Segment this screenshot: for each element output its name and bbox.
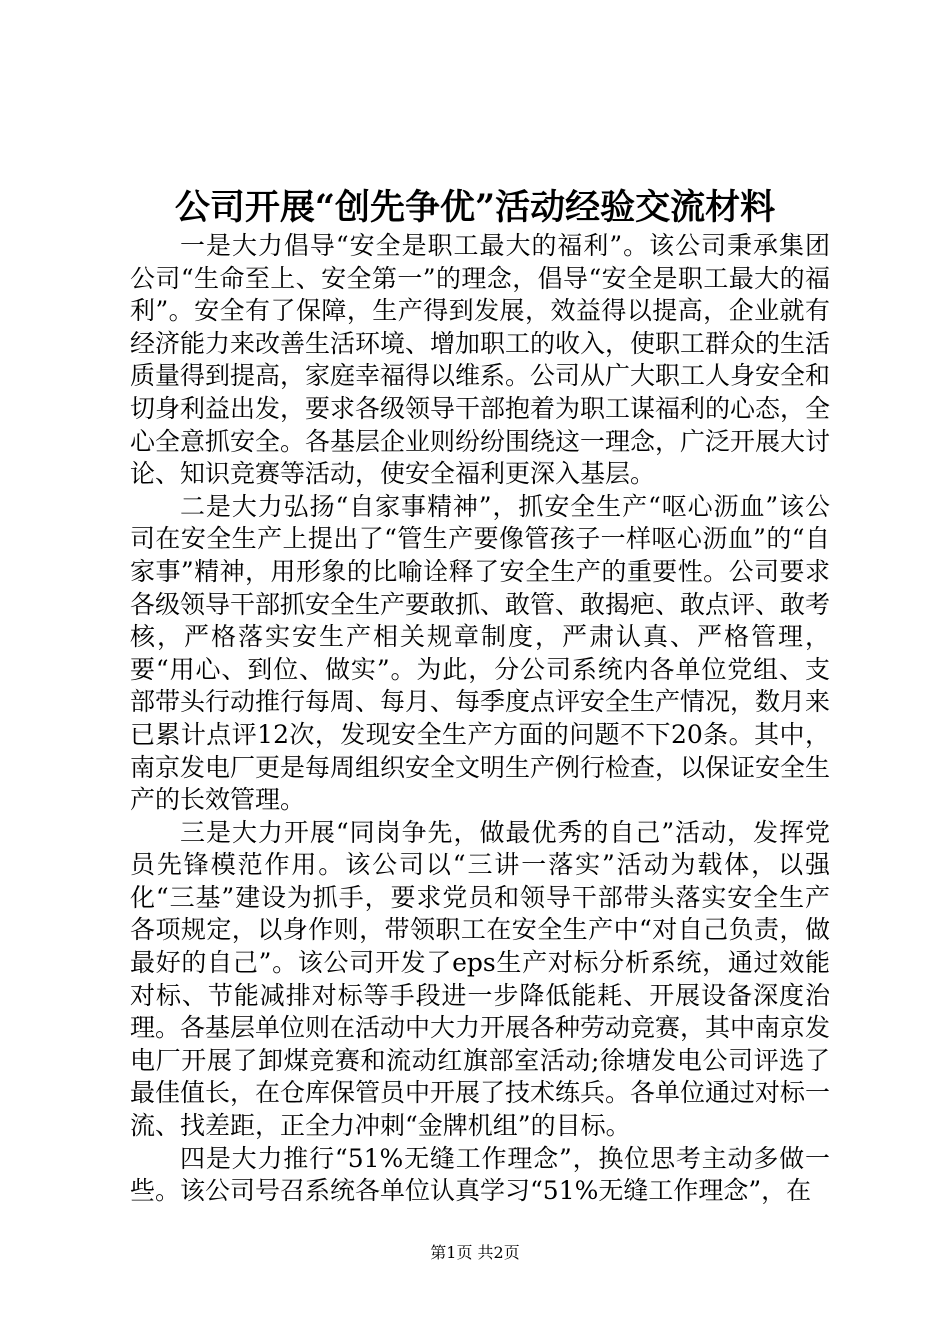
paragraph-2: 二是大力弘扬“自家事精神”，抓安全生产“呕心沥血”该公司在安全生产上提出了“管生产要像管孩子一样呕心沥血”的“自家事”精神，用形象的比喻诠释了安全生产的重要性。公司要求各级领导干部抓安全生产要敢抓、敢管、敢揭疤、敢点评、敢考核，严格落实安生产相关规章制度，严肃认真、严格管理，要“用心、到位、做实”。为此，分公司系统内各单位党组、支部带头行动推行每周、每月、每季度点评安全生产情况，数月来已累计点评12次，发现安全生产方面的问题不下20条。其中，南京发电厂更是每周组织安全文明生产例行检查，以保证安全生产的长效管理。 [130,491,831,815]
page-number-footer: 第1页 共2页 [430,1243,520,1262]
paragraph-1: 一是大力倡导“安全是职工最大的福利”。该公司秉承集团公司“生命至上、安全第一”的理念，倡导“安全是职工最大的福利”。安全有了保障，生产得到发展，效益得以提高，企业就有经济能力来改善生活环境、增加职工的收入，使职工群众的生活质量得到提高，家庭幸福得以维系。公司从广大职工人身安全和切身利益出发，要求各级领导干部抱着为职工谋福利的心态，全心全意抓安全。各基层企业则纷纷围绕这一理念，广泛开展大讨论、知识竞赛等活动，使安全福利更深入基层。 [130,231,831,489]
document-title: 公司开展“创先争优”活动经验交流材料 [174,187,776,228]
paragraph-3: 三是大力开展“同岗争先，做最优秀的自己”活动，发挥党员先锋模范作用。该公司以“三讲一落实”活动为载体，以强化“三基”建设为抓手，要求党员和领导干部带头落实安全生产各项规定，以身作则，带领职工在安全生产中“对自己负责，做最好的自己”。该公司开发了eps生产对标分析系统，通过效能对标、节能减排对标等手段进一步降低能耗、开展设备深度治理。各基层单位则在活动中大力开展各种劳动竞赛，其中南京发电厂开展了卸煤竞赛和流动红旗部室活动;徐塘发电公司评选了最佳值长，在仓库保管员中开展了技术练兵。各单位通过对标一流、找差距，正全力冲刺“金牌机组”的目标。 [130,817,831,1141]
document-body [130,230,830,1208]
paragraph-4: 四是大力推行“51%无缝工作理念”，换位思考主动多做一些。该公司号召系统各单位认真学习“51%无缝工作理念”，在 [130,1143,830,1206]
